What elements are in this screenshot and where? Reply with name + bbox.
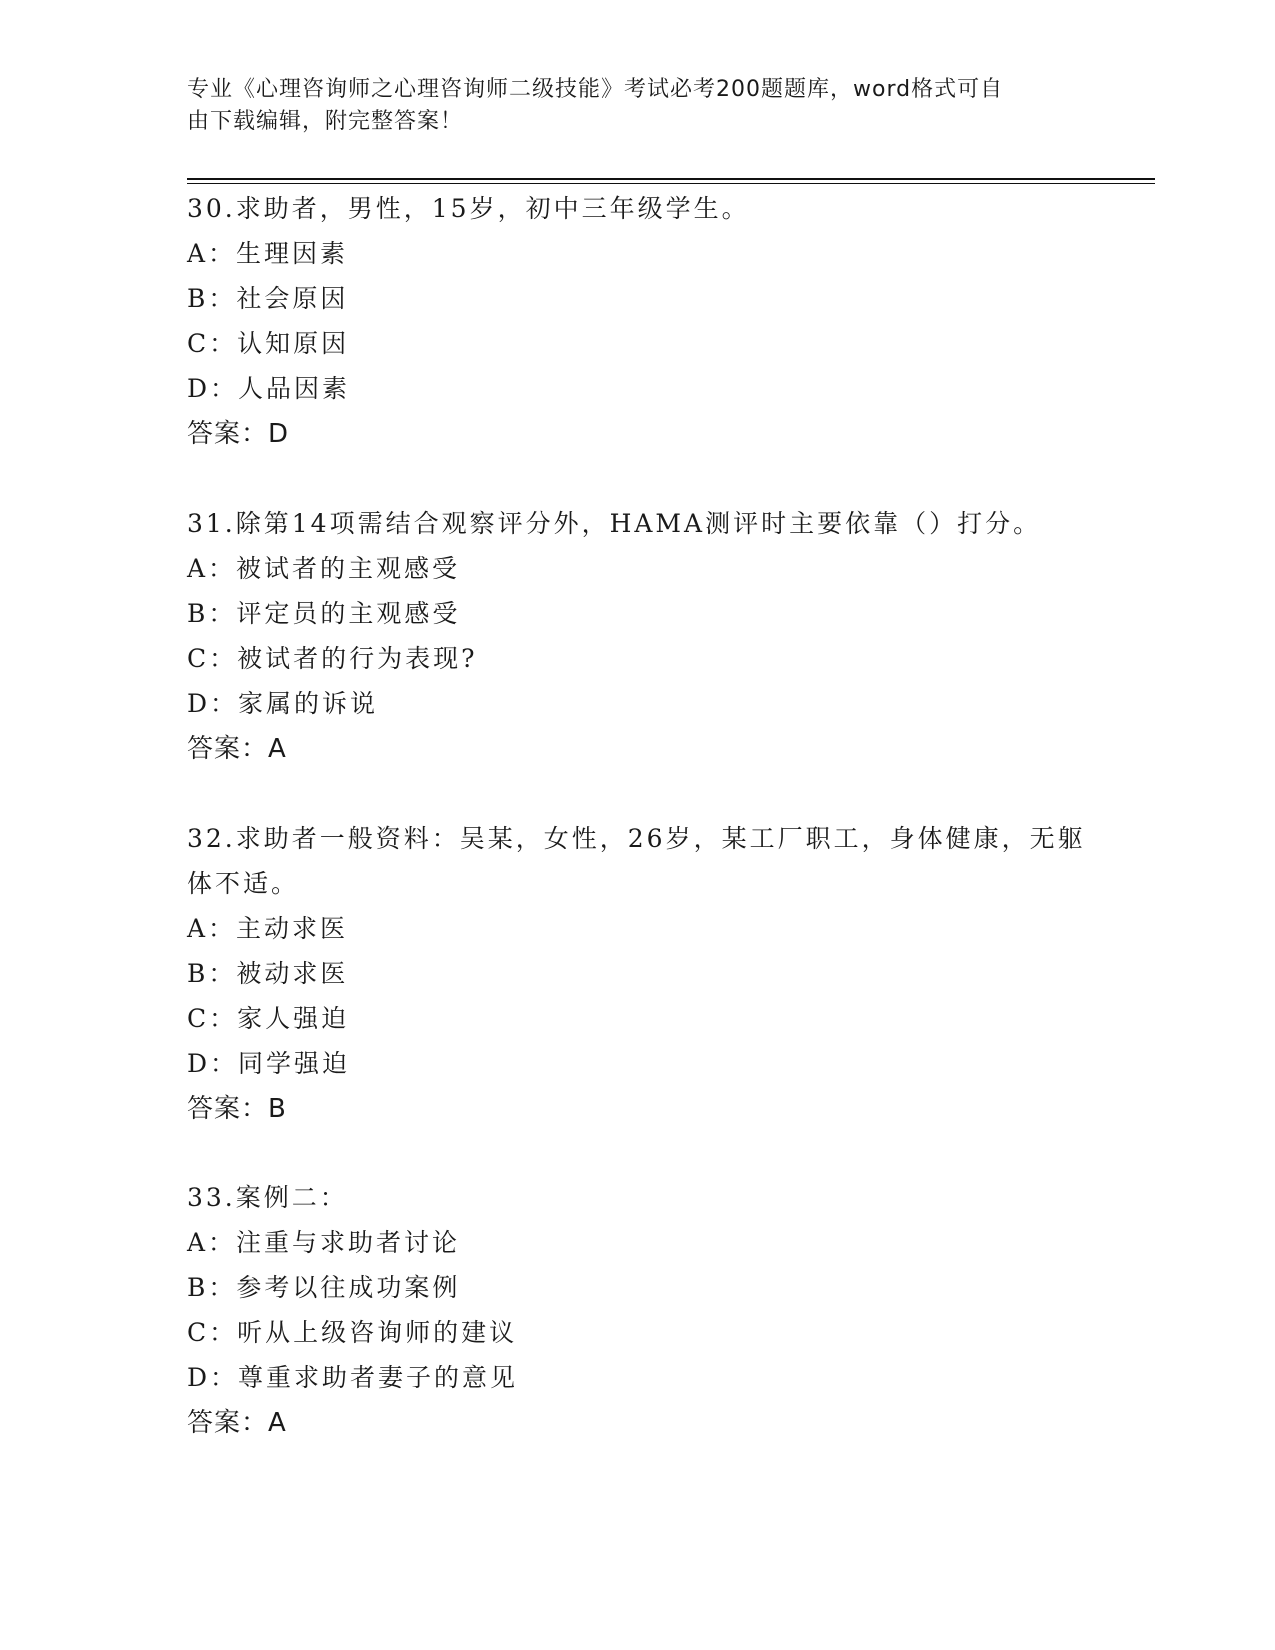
answer: 答案：A — [187, 1408, 287, 1438]
option-d: D：尊重求助者妻子的意见 — [187, 1363, 519, 1392]
question-33 — [187, 1175, 1087, 1446]
option-a: A：注重与求助者讨论 — [187, 1228, 461, 1257]
option-d: D：人品因素 — [187, 374, 351, 403]
option-a: A：主动求医 — [187, 914, 349, 943]
option-b: B：参考以往成功案例 — [187, 1273, 461, 1302]
answer: 答案：D — [187, 419, 290, 449]
header-divider-thick — [187, 178, 1155, 180]
option-b: B：被动求医 — [187, 959, 349, 988]
option-a: A：生理因素 — [187, 239, 349, 268]
question-stem: 30.求助者，男性，15岁，初中三年级学生。 — [187, 194, 750, 223]
question-stem: 33.案例二： — [187, 1183, 348, 1212]
option-a: A：被试者的主观感受 — [187, 554, 461, 583]
question-31 — [187, 501, 1087, 772]
option-d: D：家属的诉说 — [187, 689, 379, 718]
option-c: C：听从上级咨询师的建议 — [187, 1318, 518, 1347]
answer: 答案：A — [187, 734, 287, 764]
question-stem: 31.除第14项需结合观察评分外，HAMA测评时主要依靠（）打分。 — [187, 509, 1042, 538]
header-line-2: 由下载编辑，附完整答案！ — [187, 109, 464, 134]
document-header — [187, 74, 1087, 138]
option-b: B：社会原因 — [187, 284, 349, 313]
option-c: C：家人强迫 — [187, 1004, 350, 1033]
option-b: B：评定员的主观感受 — [187, 599, 461, 628]
option-c: C：认知原因 — [187, 329, 350, 358]
option-c: C：被试者的行为表现? — [187, 644, 478, 673]
question-30 — [187, 186, 1087, 457]
question-32 — [187, 816, 1087, 1132]
question-stem: 32.求助者一般资料：吴某，女性，26岁，某工厂职工，身体健康，无躯体不适。 — [187, 824, 1086, 898]
answer: 答案：B — [187, 1094, 287, 1124]
option-d: D：同学强迫 — [187, 1049, 351, 1078]
header-divider-thin — [187, 183, 1155, 184]
header-line-1: 专业《心理咨询师之心理咨询师二级技能》考试必考200题题库，word格式可自 — [187, 77, 1004, 102]
